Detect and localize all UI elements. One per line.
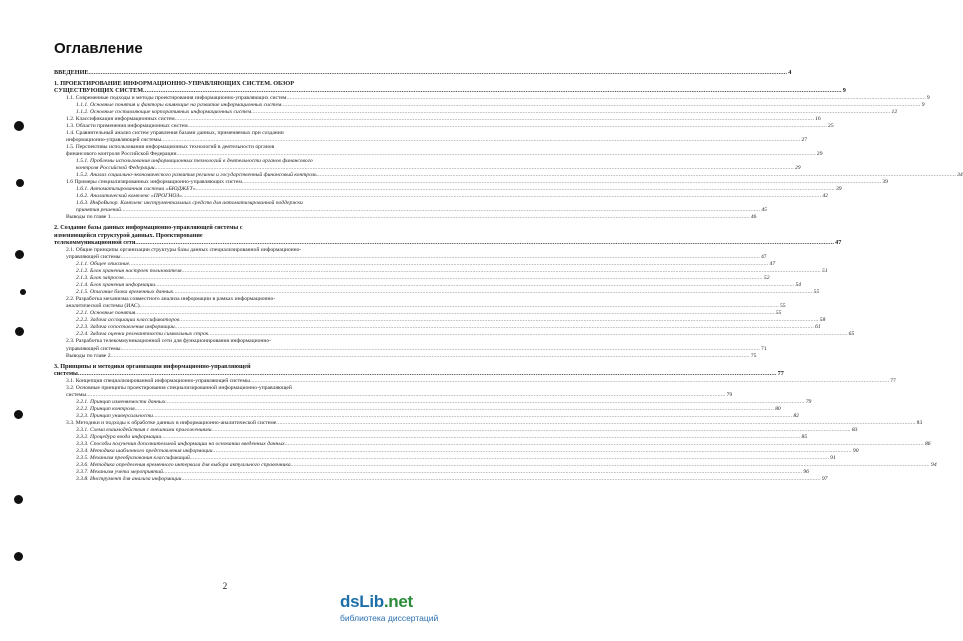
toc-entry: [54, 476, 828, 483]
toc-entry: [54, 362, 784, 378]
toc-leader-dots: ................................................................................................................................................................................................................................................................................................................................................................................................................: [181, 193, 822, 200]
toc-entry: [54, 101, 925, 109]
toc-entry: [54, 143, 823, 158]
toc-entry: [54, 267, 828, 275]
toc-entry: [54, 200, 767, 214]
toc-leader-dots: ................................................................................................................................................................................................................................................................................................................................................................................................................: [212, 448, 852, 455]
toc-entry: [54, 129, 808, 144]
toc-leader-dots: ................................................................................................................................................................................................................................................................................................................................................................................................................: [286, 94, 926, 101]
toc-page-number: 55: [775, 310, 782, 317]
toc-entry-text: 2.3. Разработка телекоммуникационной сети для функционирования информационно-: [66, 338, 272, 345]
toc-page-number: 52: [763, 275, 770, 282]
toc-entry: [54, 260, 776, 268]
toc-entry: [54, 441, 931, 448]
scan-blot: [15, 327, 24, 336]
toc-entry-text: 2.1.1. Общее описание: [76, 260, 130, 267]
toc-entry-text: 2.2.1. Основные понятия: [76, 310, 136, 317]
toc-leader-dots: ................................................................................................................................................................................................................................................................................................................................................................................................................: [174, 115, 815, 122]
toc-entry: [54, 296, 786, 310]
toc-entry: [54, 352, 757, 360]
toc-entry-text: Выводы по главе 1: [66, 214, 111, 221]
toc-entry: [54, 172, 963, 179]
toc-page-number: 47: [769, 260, 776, 267]
toc-entry-text: 3.2.3. Принцип универсальности: [76, 412, 153, 419]
toc-entry: [54, 108, 898, 116]
toc-entry-text: 1.4. Сравнительный анализ систем управления базами данных, применяемых при создании: [66, 129, 284, 136]
toc-entry-text: телекоммуникационной сети: [54, 239, 136, 247]
toc-leader-dots: ................................................................................................................................................................................................................................................................................................................................................................................................................: [154, 164, 794, 171]
toc-page-number: 9: [842, 87, 846, 94]
toc-page-number: 47: [760, 253, 767, 260]
toc-page-number: 29: [816, 150, 823, 157]
toc-leader-dots: ................................................................................................................................................................................................................................................................................................................................................................................................................: [181, 476, 821, 483]
toc-page-number: 55: [813, 289, 820, 296]
toc-entry-text: 2.2. Разработка механизма совместного анализа информации в рамках информационно-: [66, 296, 276, 303]
toc-entry-text: 3.2.1. Принцип изменяемости данных: [76, 398, 166, 405]
toc-page-number: 58: [819, 317, 826, 324]
toc-entry-text: 3.3.6. Методика определения временного интервала для выбора актуального справочника: [76, 462, 291, 469]
toc-leader-dots: ................................................................................................................................................................................................................................................................................................................................................................................................................: [143, 87, 842, 94]
toc-entry: [54, 94, 930, 102]
toc-leader-dots: ................................................................................................................................................................................................................................................................................................................................................................................................................: [120, 345, 760, 352]
toc-leader-dots: ................................................................................................................................................................................................................................................................................................................................................................................................................: [129, 260, 769, 267]
scan-blot: [14, 495, 23, 504]
toc-entry-text: аналитической системы (ИАС): [66, 303, 140, 310]
toc-leader-dots: ................................................................................................................................................................................................................................................................................................................................................................................................................: [176, 150, 816, 157]
toc-entry-text: 3.2. Основные принципы проектирования специализированной информационно-управляющей: [66, 384, 292, 391]
toc-page-number: 77: [890, 377, 896, 384]
toc-leader-dots: ................................................................................................................................................................................................................................................................................................................................................................................................................: [161, 433, 801, 440]
scan-blot: [15, 250, 24, 259]
toc-page-number: 55: [780, 303, 786, 310]
toc-entry-text: 3.3. Методики и подходы к обработке данных в информационно-аналитической системе: [66, 419, 277, 426]
toc-entry-text: 1.2. Классификация информационных систем: [66, 115, 175, 122]
toc-page-number: 96: [803, 469, 809, 476]
toc-leader-dots: ................................................................................................................................................................................................................................................................................................................................................................................................................: [290, 462, 931, 469]
toc-entry-text: 1.6.2. Аналитический комплекс «ПРОГНОЗ»: [76, 193, 182, 200]
toc-page-number: 39: [882, 179, 888, 186]
toc-entry-text: 1.6 Примеры специализированных информационно-управляющих систем: [66, 179, 242, 186]
watermark-tagline: библиотека диссертаций: [340, 613, 439, 623]
toc-entry-text: 1.6.1. Автоматизированная система «БЮДЖЕТ»: [76, 186, 196, 193]
toc-entry: [54, 433, 808, 441]
scan-blot: [16, 179, 24, 187]
toc-page-number: 46: [750, 214, 757, 221]
toc-entry: [54, 398, 812, 406]
toc-page-number: 45: [761, 207, 767, 214]
scan-blot: [14, 121, 24, 131]
toc-entry-text: 3.2.2. Принцип контроля: [76, 405, 135, 412]
toc-leader-dots: ................................................................................................................................................................................................................................................................................................................................................................................................................: [284, 441, 924, 448]
toc-entry: [54, 338, 767, 352]
toc-entry-text: финансового контроля Российской Федерации: [66, 150, 177, 157]
scan-blot: [14, 410, 23, 419]
toc-entry-text: 3.3.2. Процедура ввода информации: [76, 433, 162, 440]
toc-leader-dots: ................................................................................................................................................................................................................................................................................................................................................................................................................: [179, 317, 819, 324]
toc-leader-dots: ................................................................................................................................................................................................................................................................................................................................................................................................................: [161, 136, 801, 143]
toc-leader-dots: ................................................................................................................................................................................................................................................................................................................................................................................................................: [110, 214, 750, 221]
toc-leader-dots: ................................................................................................................................................................................................................................................................................................................................................................................................................: [88, 69, 788, 76]
toc-entry-text: 2.1.2. Блок хранения настроек пользователя: [76, 267, 182, 274]
toc-entry: [54, 122, 834, 130]
toc-entry: [54, 157, 801, 172]
toc-page-number: 4: [788, 69, 792, 76]
toc-page-number: 77: [777, 370, 784, 378]
toc-leader-dots: ................................................................................................................................................................................................................................................................................................................................................................................................................: [187, 122, 828, 129]
toc-page-number: 61: [815, 324, 821, 331]
toc-entry: [54, 405, 781, 413]
toc-heading: Оглавление: [54, 40, 143, 57]
toc-entry-text: 3.3.7. Механизм учета мероприятий: [76, 469, 163, 476]
toc-leader-dots: ................................................................................................................................................................................................................................................................................................................................................................................................................: [251, 108, 891, 115]
toc-page-number: 83: [916, 419, 923, 426]
toc-page-number: 34: [957, 172, 963, 179]
toc-leader-dots: ................................................................................................................................................................................................................................................................................................................................................................................................................: [189, 455, 830, 462]
toc-entry-text: 2. Создание базы данных информационно-управляющей системы с: [54, 224, 243, 232]
toc-entry-text: 2.1. Общие принципы организации структуры базы данных специализированной информационно-: [66, 246, 302, 253]
toc-entry-text: СУЩЕСТВУЮЩИХ СИСТЕМ: [54, 87, 144, 94]
toc-page-number: 65: [848, 331, 855, 338]
toc-page-number: 25: [828, 122, 834, 129]
toc-leader-dots: ................................................................................................................................................................................................................................................................................................................................................................................................................: [162, 469, 803, 476]
toc-leader-dots: ................................................................................................................................................................................................................................................................................................................................................................................................................: [181, 267, 822, 274]
toc-entry-text: 1.5.1. Проблемы использования информационных технологий в деятельности органов финансового: [76, 157, 313, 164]
toc-entry-text: информационно-управляющей системы: [66, 136, 162, 143]
toc-leader-dots: ................................................................................................................................................................................................................................................................................................................................................................................................................: [276, 419, 916, 426]
toc-entry-text: 3.3.4. Методика шаблонного представления информации: [76, 448, 213, 455]
toc-entry-text: ВВЕДЕНИЕ: [54, 69, 89, 76]
toc-entry-text: 1.5. Перспективы использования информационных технологий в деятельности органов: [66, 143, 275, 150]
toc-entry-text: 2.1.3. Блок запросов: [76, 275, 124, 282]
toc-entry-text: 1.1.2. Основные составляющие корпоративных информационных систем: [76, 108, 252, 115]
toc-page-number: 80: [775, 405, 781, 412]
toc-entry: [54, 384, 733, 399]
toc-leader-dots: ................................................................................................................................................................................................................................................................................................................................................................................................................: [249, 377, 890, 384]
toc-entry-text: системы: [54, 370, 78, 378]
toc-leader-dots: ................................................................................................................................................................................................................................................................................................................................................................................................................: [77, 370, 777, 378]
toc-leader-dots: ................................................................................................................................................................................................................................................................................................................................................................................................................: [211, 426, 851, 433]
toc-leader-dots: ................................................................................................................................................................................................................................................................................................................................................................................................................: [120, 207, 761, 214]
toc-leader-dots: ................................................................................................................................................................................................................................................................................................................................................................................................................: [195, 186, 835, 193]
toc-leader-dots: ................................................................................................................................................................................................................................................................................................................................................................................................................: [281, 101, 921, 108]
toc-page-number: 54: [795, 282, 802, 289]
toc-entry-text: 3.3.8. Инструмент для анализа информации: [76, 476, 182, 483]
toc-entry-text: 3.3.3. Способы получения дополнительной информации на основании введенных данных: [76, 441, 285, 448]
toc-entry: [54, 419, 923, 427]
toc-entry-text: 3. Принципы и методики организации информационно-управляющей: [54, 362, 251, 370]
toc-entry: [54, 377, 896, 385]
toc-entry-text: 1. ПРОЕКТИРОВАНИЕ ИНФОРМАЦИОННО-УПРАВЛЯЮЩИХ СИСТЕМ. ОБЗОР: [54, 79, 294, 87]
scan-blot: [14, 552, 23, 561]
watermark-brand: dsLib.net: [340, 592, 413, 611]
toc-leader-dots: ................................................................................................................................................................................................................................................................................................................................................................................................................: [134, 405, 775, 412]
toc-page-number: 90: [852, 448, 859, 455]
toc-leader-dots: ................................................................................................................................................................................................................................................................................................................................................................................................................: [139, 303, 779, 310]
toc-entry-text: 1.3. Области применения информационных систем: [66, 122, 188, 129]
toc-entry-text: 3.3.1. Схема взаимодействия с внешними приложениями: [76, 426, 212, 433]
toc-page-number: 47: [835, 239, 842, 247]
toc-entry-text: контроля Российской Федерации: [76, 164, 155, 171]
toc-leader-dots: ................................................................................................................................................................................................................................................................................................................................................................................................................: [174, 324, 815, 331]
toc-leader-dots: ................................................................................................................................................................................................................................................................................................................................................................................................................: [241, 179, 882, 186]
toc-entry: [54, 224, 842, 247]
toc-leader-dots: ................................................................................................................................................................................................................................................................................................................................................................................................................: [173, 289, 813, 296]
toc-entry-text: 1.5.2. Анализ социально-экономического развития региона и государственный финансовый контроль: [76, 172, 317, 179]
toc-leader-dots: ................................................................................................................................................................................................................................................................................................................................................................................................................: [152, 412, 793, 419]
table-of-contents: [54, 66, 963, 483]
toc-page-number: 29: [794, 164, 801, 171]
toc-leader-dots: ................................................................................................................................................................................................................................................................................................................................................................................................................: [123, 275, 763, 282]
toc-entry-text: 2.1.4. Блок хранения информации: [76, 282, 156, 289]
toc-leader-dots: ................................................................................................................................................................................................................................................................................................................................................................................................................: [135, 310, 775, 317]
toc-leader-dots: ................................................................................................................................................................................................................................................................................................................................................................................................................: [86, 391, 726, 398]
toc-leader-dots: ................................................................................................................................................................................................................................................................................................................................................................................................................: [155, 282, 795, 289]
toc-page-number: 16: [815, 115, 821, 122]
page-number: 2: [222, 581, 228, 591]
toc-entry: [54, 179, 888, 186]
scan-blot: [20, 289, 26, 295]
toc-leader-dots: ................................................................................................................................................................................................................................................................................................................................................................................................................: [135, 239, 835, 247]
toc-page-number: 86: [924, 441, 931, 448]
watermark-logo: [340, 592, 446, 636]
toc-entry-text: 3.1. Концепция специализированной информационно-управляющей системы: [66, 377, 250, 384]
toc-page-number: 91: [830, 455, 836, 462]
toc-entry: [54, 115, 821, 123]
toc-page-number: 39: [836, 186, 842, 193]
toc-entry-text: принятия решений: [76, 207, 121, 214]
toc-page-number: 79: [726, 391, 733, 398]
toc-entry-text: 1.1. Современные подходы и методы проектирования информационно-управляющих систем: [66, 94, 287, 101]
toc-leader-dots: ................................................................................................................................................................................................................................................................................................................................................................................................................: [208, 331, 848, 338]
toc-leader-dots: ................................................................................................................................................................................................................................................................................................................................................................................................................: [165, 398, 805, 405]
toc-entry-text: системы: [66, 391, 87, 398]
toc-page-number: 79: [805, 398, 812, 405]
toc-entry: [54, 69, 792, 77]
toc-entry: [54, 246, 767, 261]
toc-leader-dots: ................................................................................................................................................................................................................................................................................................................................................................................................................: [316, 172, 957, 179]
toc-page-number: 71: [760, 345, 767, 352]
toc-entry: [54, 214, 757, 221]
toc-page-number: 51: [822, 267, 828, 274]
toc-entry: [54, 79, 846, 95]
toc-page-number: 97: [821, 476, 828, 483]
toc-entry-text: 2.1.5. Описание блока временных данных: [76, 289, 174, 296]
toc-entry-text: 2.2.3. Задача сопоставления информации: [76, 324, 175, 331]
toc-page-number: 9: [921, 101, 925, 108]
toc-leader-dots: ................................................................................................................................................................................................................................................................................................................................................................................................................: [110, 352, 750, 359]
toc-page-number: 27: [801, 136, 808, 143]
toc-page-number: 94: [931, 462, 937, 469]
toc-page-number: 42: [822, 193, 828, 200]
toc-entry-text: управляющей системы: [66, 253, 121, 260]
toc-page-number: 83: [851, 426, 858, 433]
toc-page-number: 85: [801, 433, 808, 440]
toc-page-number: 75: [750, 352, 757, 359]
toc-entry-text: 2.2.2. Задача ассоциации классификаторов: [76, 317, 180, 324]
toc-entry: [54, 426, 858, 434]
toc-entry-text: 1.6.3. ИнфоВизор. Комплекс инструментальных средств для автоматизированной поддержки: [76, 200, 303, 207]
toc-entry-text: 3.3.5. Механизм преобразования классификаций: [76, 455, 190, 462]
toc-entry-text: 1.1.1. Основные понятия и факторы влияющие на развитие информационных систем: [76, 101, 282, 108]
toc-page-number: 82: [793, 412, 799, 419]
toc-entry-text: Выводы по главе 2: [66, 352, 111, 359]
toc-page-number: 12: [891, 108, 898, 115]
toc-entry-text: 2.2.4. Задача оценки релевантности символьных строк: [76, 331, 209, 338]
toc-entry: [54, 412, 799, 420]
toc-entry-text: изменяющейся структурой данных. Проектирование: [54, 231, 203, 239]
toc-entry-text: управляющей системы: [66, 345, 121, 352]
toc-leader-dots: ................................................................................................................................................................................................................................................................................................................................................................................................................: [120, 253, 760, 260]
toc-page-number: 9: [926, 94, 930, 101]
